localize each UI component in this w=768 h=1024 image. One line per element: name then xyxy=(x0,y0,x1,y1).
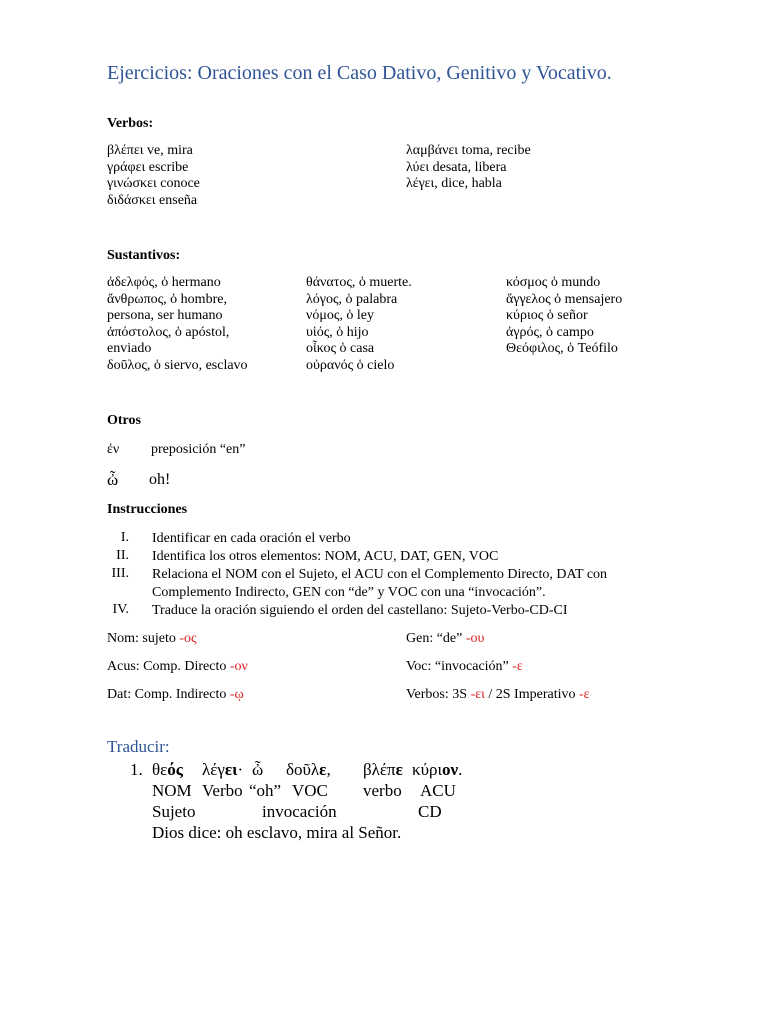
grammar-label: Verbo xyxy=(202,781,243,800)
sustantivos-col1 xyxy=(107,275,248,374)
list-item: λύει desata, libera xyxy=(406,159,507,175)
caso-verbos: Verbos: 3S -ει / 2S Imperativo -ε xyxy=(406,687,590,702)
otros-en-def: preposición “en” xyxy=(151,442,246,457)
list-item: διδάσκει enseña xyxy=(107,192,198,208)
list-item: νόμος, ὁ ley xyxy=(306,308,374,323)
verbos-left-list xyxy=(107,143,200,209)
grammar-label: NOM xyxy=(152,781,192,800)
sustantivos-heading: Sustantivos: xyxy=(107,248,181,263)
verbos-heading: Verbos: xyxy=(107,116,154,131)
grammar-label: verbo xyxy=(363,781,402,800)
page-title: Ejercicios: Oraciones con el Caso Dativo, Genitivo y Vocativo. xyxy=(107,62,612,84)
list-item: persona, ser humano xyxy=(107,308,223,323)
list-item: λέγει, dice, habla xyxy=(406,176,502,191)
instrucciones-heading: Instrucciones xyxy=(107,502,188,517)
list-item: κόσμος ὁ mundo xyxy=(506,275,601,290)
sustantivos-col2 xyxy=(306,275,412,374)
list-item: ἄγγελος ὁ mensajero xyxy=(506,291,623,307)
list-item: οὐρανός ὁ cielo xyxy=(306,357,395,373)
instruction-text: Identifica los otros elementos: NOM, ACU, DAT, GEN, VOC xyxy=(152,549,499,564)
greek-word-o: ὦ xyxy=(252,760,264,779)
greek-word-legei: λέγει· xyxy=(202,760,244,779)
instruction-number: I. xyxy=(120,530,129,545)
caso-dat: Dat: Comp. Indirecto -ῳ xyxy=(107,687,244,702)
list-item: οἶκος ὁ casa xyxy=(306,341,375,356)
translation: Dios dice: oh esclavo, mira al Señor. xyxy=(152,823,402,842)
greek-word-doule: δοῦλε, xyxy=(286,760,331,779)
list-item: ἀγρός, ὁ campo xyxy=(506,324,594,340)
otros-o-word: ὦ xyxy=(107,470,119,489)
otros-heading: Otros xyxy=(107,413,141,428)
instruction-text: Traduce la oración siguiendo el orden del castellano: Sujeto-Verbo-CD-CI xyxy=(152,603,568,618)
list-item: Θεόφιλος, ὁ Teófilo xyxy=(506,341,618,356)
list-item: enviado xyxy=(107,341,152,356)
instruction-number: III. xyxy=(111,566,129,581)
instruction-text: Relaciona el NOM con el Sujeto, el ACU con el Complemento Directo, DAT con Complemento Indirecto, GEN con “de” y VOC con una “invocación”. xyxy=(152,567,608,600)
exercise-number: 1. xyxy=(130,760,143,779)
traducir-heading: Traducir: xyxy=(107,737,170,756)
list-item: λόγος, ὁ palabra xyxy=(306,291,398,307)
function-label: CD xyxy=(418,802,442,821)
list-item: υἱός, ὁ hijo xyxy=(306,324,369,340)
list-item: θάνατος, ὁ muerte. xyxy=(306,275,412,290)
list-item: ἄνθρωπος, ὁ hombre, xyxy=(107,291,227,307)
sustantivos-col3 xyxy=(506,275,622,358)
grammar-label: “oh” xyxy=(249,781,282,800)
otros-o-def: oh! xyxy=(149,471,171,488)
function-label: Sujeto xyxy=(152,802,196,821)
list-item: γράφει escribe xyxy=(107,159,189,175)
list-item: ἀδελφός, ὁ hermano xyxy=(107,275,221,290)
caso-gen: Gen: “de” -ου xyxy=(406,631,485,646)
caso-acus: Acus: Comp. Directo -ον xyxy=(107,659,248,674)
greek-word-theos: θεός xyxy=(152,760,183,779)
list-item: κύριος ὁ señor xyxy=(506,308,588,323)
grammar-label: VOC xyxy=(292,781,328,800)
greek-word-blepe: βλέπε xyxy=(363,760,403,779)
list-item: δοῦλος, ὁ siervo, esclavo xyxy=(107,357,248,373)
otros-en-word: ἐν xyxy=(107,442,120,457)
instruction-number: II. xyxy=(116,548,129,563)
caso-voc: Voc: “invocación” -ε xyxy=(406,659,523,674)
list-item: λαμβάνει toma, recibe xyxy=(406,143,531,158)
greek-word-kyrion: κύριον. xyxy=(412,760,463,779)
verbos-right-list xyxy=(406,143,531,193)
instruction-text: Identificar en cada oración el verbo xyxy=(152,531,351,546)
list-item: γινώσκει conoce xyxy=(107,176,200,191)
caso-nom: Nom: sujeto -ος xyxy=(107,631,197,646)
grammar-label: ACU xyxy=(420,781,456,800)
list-item: ἀπόστολος, ὁ apóstol, xyxy=(107,324,230,340)
instruction-number: IV. xyxy=(112,602,129,617)
list-item: βλέπει ve, mira xyxy=(107,143,193,158)
function-label: invocación xyxy=(262,802,337,821)
